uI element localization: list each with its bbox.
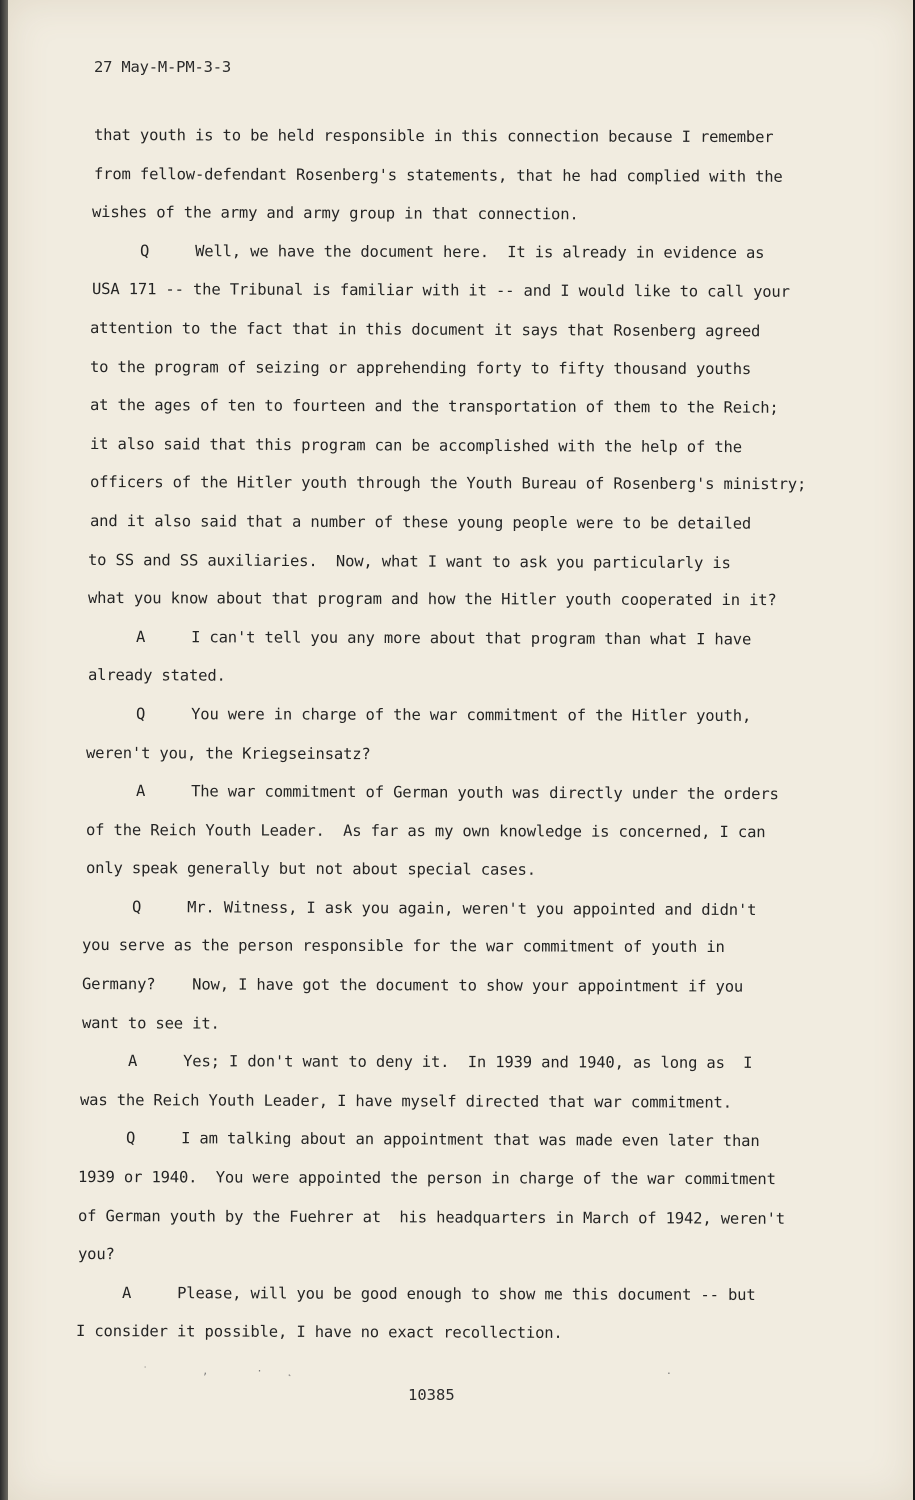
scan-left-edge bbox=[0, 0, 8, 1500]
transcript-line: from fellow-defendant Rosenberg's statements, that he had complied with the bbox=[93, 164, 783, 186]
document-page bbox=[8, 0, 913, 1500]
transcript-line: A Please, will you be good enough to show me this document -- but bbox=[121, 1283, 756, 1304]
transcript-line: 1939 or 1940. You were appointed the person in charge of the war commitment bbox=[77, 1168, 776, 1189]
page-number: 10385 bbox=[408, 1386, 455, 1404]
page-header: 27 May-M-PM-3-3 bbox=[94, 58, 231, 76]
transcript-line: Q Mr. Witness, I ask you again, weren't you appointed and didn't bbox=[131, 897, 757, 919]
transcript-line: it also said that this program can be accomplished with the help of the bbox=[89, 434, 742, 456]
transcript-body bbox=[75, 116, 846, 1351]
transcript-line: at the ages of ten to fourteen and the transportation of them to the Reich; bbox=[89, 396, 779, 417]
transcript-line: what you know about that program and how the Hitler youth cooperated in it? bbox=[87, 589, 777, 610]
transcript-line: of the Reich Youth Leader. As far as my own knowledge is concerned, I can bbox=[85, 820, 766, 841]
transcript-line: attention to the fact that in this document it says that Rosenberg agreed bbox=[89, 318, 761, 341]
transcript-line: officers of the Hitler youth through the Youth Bureau of Rosenberg's ministry; bbox=[89, 473, 807, 494]
transcript-line: want to see it. bbox=[81, 1013, 220, 1033]
transcript-line: already stated. bbox=[87, 666, 226, 685]
transcript-line: Q You were in charge of the war commitment of the Hitler youth, bbox=[135, 704, 752, 725]
transcript-line: you? bbox=[77, 1245, 115, 1264]
transcript-line: only speak generally but not about special cases. bbox=[85, 859, 536, 880]
transcript-line: wishes of the army and army group in that connection. bbox=[91, 203, 579, 224]
transcript-line: USA 171 -- the Tribunal is familiar with it -- and I would like to call your bbox=[91, 280, 790, 302]
transcript-line: and it also said that a number of these young people were to be detailed bbox=[89, 511, 752, 533]
transcript-line: to the program of seizing or apprehending forty to fifty thousand youths bbox=[89, 357, 752, 378]
scan-specks: ˙ , · ˛ . bbox=[118, 1366, 672, 1377]
transcript-line: you serve as the person responsible for the war commitment of youth in bbox=[81, 936, 725, 957]
transcript-line: of German youth by the Fuehrer at his headquarters in March of 1942, weren't bbox=[77, 1206, 786, 1228]
transcript-line: I consider it possible, I have no exact recollection. bbox=[75, 1322, 563, 1343]
transcript-line: weren't you, the Kriegseinsatz? bbox=[85, 743, 371, 763]
transcript-line: Germany? Now, I have got the document to show your appointment if you bbox=[81, 975, 744, 996]
transcript-line: that youth is to be held responsible in this connection because I remember bbox=[93, 126, 774, 147]
transcript-line: to SS and SS auxiliaries. Now, what I want to ask you particularly is bbox=[87, 550, 731, 572]
transcript-line: A I can't tell you any more about that program than what I have bbox=[135, 627, 752, 649]
transcript-line: was the Reich Youth Leader, I have myself directed that war commitment. bbox=[79, 1090, 732, 1112]
transcript-line: A The war commitment of German youth was directly under the orders bbox=[135, 782, 779, 804]
transcript-line: A Yes; I don't want to deny it. In 1939 and 1940, as long as I bbox=[127, 1052, 753, 1073]
transcript-line: Q I am talking about an appointment that was made even later than bbox=[125, 1129, 760, 1151]
transcript-line: Q Well, we have the document here. It is already in evidence as bbox=[139, 241, 765, 262]
